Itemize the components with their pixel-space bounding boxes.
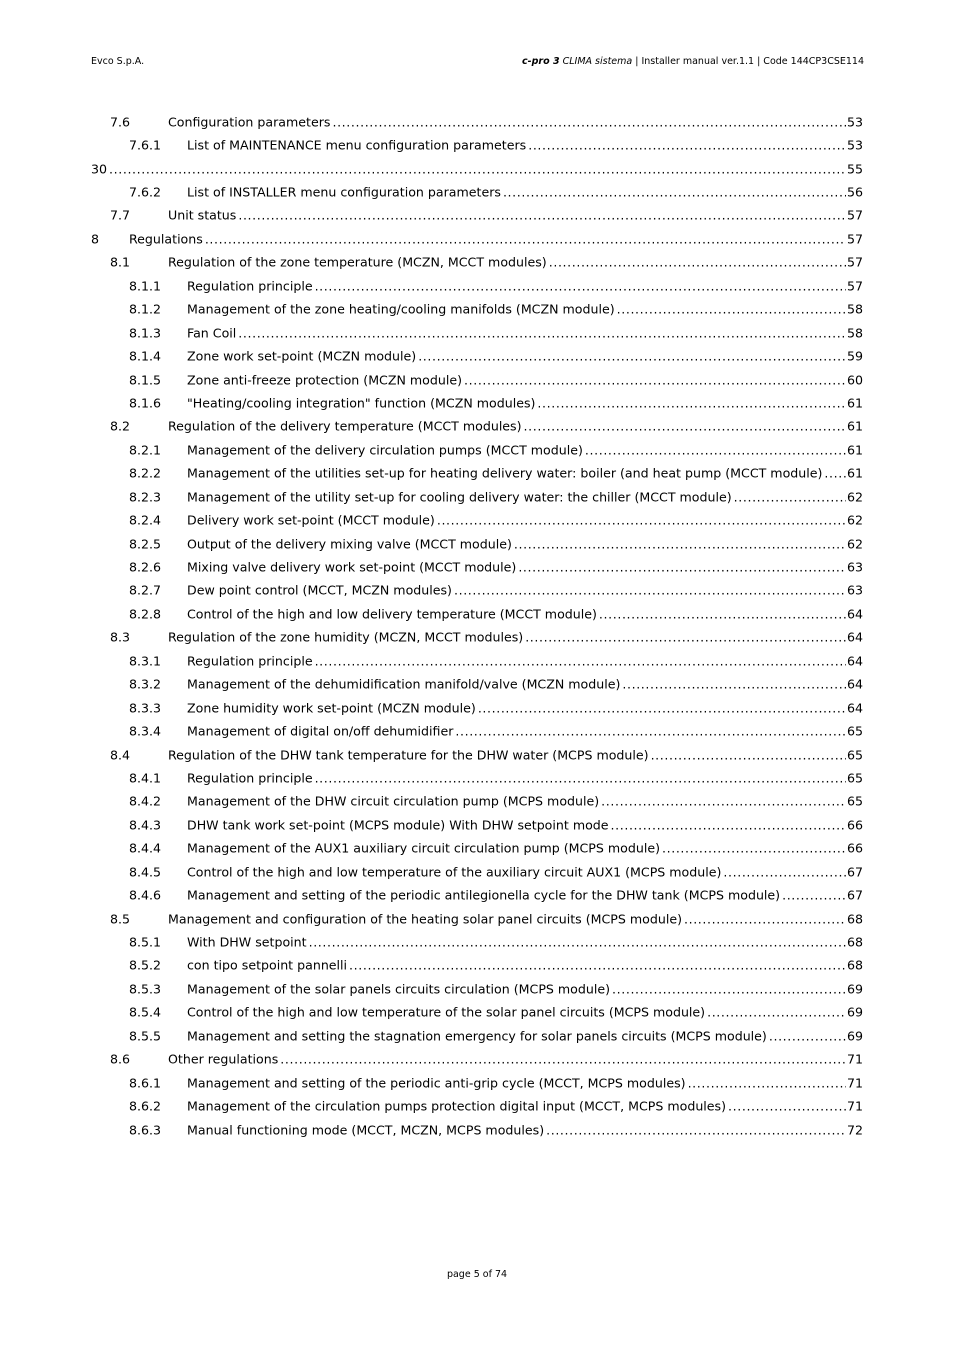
toc-entry-line (187, 349, 863, 364)
toc-entry-title: DHW tank work set-point (MCPS module) With DHW setpoint mode (187, 817, 609, 833)
toc-entry-title: List of MAINTENANCE menu configuration parameters (187, 137, 527, 153)
toc-entry-page: 71 (846, 1051, 863, 1067)
toc-leader-dots (280, 1052, 846, 1067)
toc-entry-line (187, 1075, 863, 1090)
page-header (91, 56, 864, 67)
toc-leader-dots (824, 466, 846, 481)
toc-entry-number: 8.6 (110, 1051, 131, 1067)
toc-leader-dots (549, 255, 846, 270)
toc-entry[interactable] (91, 133, 863, 156)
toc-entry-title: Other regulations (168, 1051, 279, 1067)
toc-leader-dots (537, 395, 846, 410)
manual-code: | Installer manual ver.1.1 | Code 144CP3CSE114 (632, 56, 864, 67)
toc-entry-number: 8.5.4 (129, 1004, 162, 1020)
toc-leader-dots (418, 349, 846, 364)
toc-entry-line (129, 231, 863, 246)
toc-entry-number: 8.1.6 (129, 395, 162, 411)
toc-entry-number: 8.1.2 (129, 301, 162, 317)
toc-entry[interactable] (91, 790, 863, 813)
toc-entry-number: 8.5.2 (129, 957, 162, 973)
toc-entry-page: 62 (846, 536, 863, 552)
toc-entry[interactable] (91, 626, 863, 649)
page-number: page 5 of 74 (446, 1269, 508, 1280)
toc-entry-line (187, 1028, 863, 1043)
toc-entry-line (187, 1122, 863, 1137)
toc-entry-title: 30 (91, 161, 108, 177)
toc-entry-line (168, 1052, 863, 1067)
toc-entry-page: 61 (846, 442, 863, 458)
toc-entry[interactable] (91, 766, 863, 789)
toc-leader-dots (622, 677, 846, 692)
toc-entry-line (187, 677, 863, 692)
toc-entry-line (187, 325, 863, 340)
toc-entry-number: 8.6.1 (129, 1075, 162, 1091)
toc-entry-number: 8.3.3 (129, 700, 162, 716)
toc-entry[interactable] (91, 930, 863, 953)
toc-entry-title: Management of the DHW circuit circulation pump (MCPS module) (187, 793, 600, 809)
toc-leader-dots (349, 958, 846, 973)
toc-entry[interactable] (91, 391, 863, 414)
toc-leader-dots (651, 747, 846, 762)
toc-entry-page: 68 (846, 911, 863, 927)
toc-leader-dots (525, 630, 846, 645)
toc-leader-dots (205, 231, 846, 246)
toc-entry[interactable] (91, 274, 863, 297)
toc-entry-number: 8.4.2 (129, 793, 162, 809)
toc-entry-number: 8.2.1 (129, 442, 162, 458)
toc-entry-title: Regulations (129, 231, 203, 247)
toc-entry[interactable] (91, 227, 863, 250)
toc-entry[interactable] (91, 462, 863, 485)
toc-entry-number: 8.3 (110, 629, 131, 645)
toc-entry-line (168, 114, 863, 129)
toc-entry-line (187, 278, 863, 293)
toc-entry-page: 57 (846, 278, 863, 294)
toc-leader-dots (546, 1122, 846, 1137)
toc-entry-page: 61 (846, 395, 863, 411)
toc-entry-title: Management of the AUX1 auxiliary circuit circulation pump (MCPS module) (187, 840, 661, 856)
toc-entry-title: Management of digital on/off dehumidifier (187, 723, 454, 739)
toc-entry-title: Zone anti-freeze protection (MCZN module) (187, 372, 463, 388)
toc-entry[interactable] (91, 251, 863, 274)
toc-entry[interactable] (91, 508, 863, 531)
toc-leader-dots (734, 489, 846, 504)
toc-entry[interactable] (91, 696, 863, 719)
toc-leader-dots (617, 302, 846, 317)
toc-leader-dots (728, 1099, 846, 1114)
toc-entry-title: Configuration parameters (168, 114, 331, 130)
toc-entry-number: 8.2.4 (129, 512, 162, 528)
toc-entry[interactable] (91, 1001, 863, 1024)
toc-leader-dots (769, 1028, 846, 1043)
toc-leader-dots (601, 794, 846, 809)
toc-entry-line (187, 302, 863, 317)
toc-leader-dots (599, 606, 846, 621)
toc-entry-page: 63 (846, 582, 863, 598)
toc-leader-dots (524, 419, 846, 434)
toc-entry-title: Management of the utility set-up for cooling delivery water: the chiller (MCCT module) (187, 489, 732, 505)
toc-entry[interactable] (91, 1094, 863, 1117)
toc-entry-title: Delivery work set-point (MCCT module) (187, 512, 435, 528)
toc-leader-dots (611, 817, 846, 832)
toc-entry-line (187, 958, 863, 973)
toc-entry[interactable] (91, 883, 863, 906)
toc-leader-dots (528, 138, 846, 153)
toc-leader-dots (612, 981, 846, 996)
toc-entry-number: 8.2.7 (129, 582, 162, 598)
toc-entry[interactable] (91, 204, 863, 227)
toc-entry-title: Regulation of the delivery temperature (MCCT modules) (168, 418, 522, 434)
toc-entry-page: 53 (846, 137, 863, 153)
toc-entry-line (187, 935, 863, 950)
toc-entry-number: 8.2.3 (129, 489, 162, 505)
toc-leader-dots (585, 442, 846, 457)
toc-entry-number: 8.6.2 (129, 1098, 162, 1114)
toc-entry-page: 64 (846, 653, 863, 669)
toc-entry-line (187, 724, 863, 739)
toc-entry-title: Regulation of the DHW tank temperature for the DHW water (MCPS module) (168, 747, 649, 763)
toc-entry-number: 8.4.1 (129, 770, 162, 786)
toc-entry-title: Management and configuration of the heating solar panel circuits (MCPS module) (168, 911, 682, 927)
toc-entry-title: Management and setting of the periodic antilegionella cycle for the DHW tank (MCPS module) (187, 887, 781, 903)
toc-leader-dots (455, 724, 846, 739)
toc-entry-title: Management of the utilities set-up for heating delivery water: boiler (and heat pump (MCCT module) (187, 465, 823, 481)
toc-entry-number: 8.1.1 (129, 278, 162, 294)
toc-entry-line (187, 489, 863, 504)
toc-entry-page: 69 (846, 1004, 863, 1020)
toc-entry-line (187, 606, 863, 621)
toc-entry-page: 66 (846, 817, 863, 833)
toc-leader-dots (688, 1075, 846, 1090)
toc-entry[interactable] (91, 344, 863, 367)
toc-entry-page: 68 (846, 957, 863, 973)
toc-entry-line (187, 841, 863, 856)
toc-leader-dots (238, 208, 846, 223)
toc-entry-line (187, 466, 863, 481)
toc-entry-page: 60 (846, 372, 863, 388)
toc-entry[interactable] (91, 532, 863, 555)
toc-entry[interactable] (91, 954, 863, 977)
toc-entry-line (187, 888, 863, 903)
toc-entry-number: 7.6.1 (129, 137, 162, 153)
toc-leader-dots (315, 278, 846, 293)
toc-entry-page: 57 (846, 254, 863, 270)
toc-entry-title: Management of the dehumidification manifold/valve (MCZN module) (187, 676, 621, 692)
toc-entry-line (187, 138, 863, 153)
toc-entry-number: 8.3.1 (129, 653, 162, 669)
toc-entry[interactable] (91, 298, 863, 321)
toc-entry-page: 64 (846, 629, 863, 645)
toc-entry[interactable] (91, 1071, 863, 1094)
toc-entry-line (187, 864, 863, 879)
toc-entry-number: 8.6.3 (129, 1122, 162, 1138)
document-reference (522, 56, 864, 67)
toc-entry[interactable] (91, 673, 863, 696)
toc-entry-line (91, 161, 863, 176)
toc-leader-dots (309, 935, 846, 950)
toc-entry-title: Output of the delivery mixing valve (MCCT module) (187, 536, 512, 552)
toc-leader-dots (723, 864, 846, 879)
toc-entry-title: Zone work set-point (MCZN module) (187, 348, 417, 364)
toc-entry-page: 66 (846, 840, 863, 856)
toc-entry-page: 61 (846, 465, 863, 481)
toc-leader-dots (518, 560, 846, 575)
toc-entry[interactable] (91, 649, 863, 672)
toc-entry-page: 59 (846, 348, 863, 364)
toc-entry[interactable] (91, 813, 863, 836)
toc-entry[interactable] (91, 743, 863, 766)
toc-entry-line (168, 747, 863, 762)
toc-entry-number: 8.4.6 (129, 887, 162, 903)
toc-entry-line (187, 794, 863, 809)
toc-leader-dots (707, 1005, 846, 1020)
toc-entry-line (187, 817, 863, 832)
toc-entry-number: 8.5.3 (129, 981, 162, 997)
toc-entry-number: 8.1.4 (129, 348, 162, 364)
toc-entry-number: 8.2 (110, 418, 131, 434)
toc-entry-title: List of INSTALLER menu configuration parameters (187, 184, 501, 200)
toc-entry-page: 67 (846, 887, 863, 903)
toc-entry-number: 7.6 (110, 114, 131, 130)
toc-entry-line (168, 419, 863, 434)
toc-leader-dots (478, 700, 846, 715)
toc-entry-title: Management of the zone heating/cooling manifolds (MCZN module) (187, 301, 615, 317)
toc-entry-title: Control of the high and low delivery temperature (MCCT module) (187, 606, 597, 622)
toc-entry-page: 69 (846, 1028, 863, 1044)
toc-entry-page: 65 (846, 723, 863, 739)
toc-entry-line (187, 372, 863, 387)
company-name: Evco S.p.A. (91, 56, 145, 67)
toc-entry[interactable] (91, 837, 863, 860)
toc-entry[interactable] (91, 157, 863, 180)
toc-leader-dots (454, 583, 846, 598)
toc-entry[interactable] (91, 977, 863, 1000)
toc-entry-title: Unit status (168, 207, 237, 223)
toc-entry-line (187, 653, 863, 668)
table-of-contents (91, 110, 863, 1141)
toc-entry-title: Management of the solar panels circuits circulation (MCPS module) (187, 981, 611, 997)
toc-entry[interactable] (91, 110, 863, 133)
toc-leader-dots (464, 372, 846, 387)
toc-entry-page: 65 (846, 747, 863, 763)
toc-leader-dots (315, 770, 846, 785)
toc-entry-page: 65 (846, 793, 863, 809)
toc-entry-title: Regulation of the zone humidity (MCZN, MCCT modules) (168, 629, 524, 645)
toc-entry-title: Management of the delivery circulation pumps (MCCT module) (187, 442, 583, 458)
toc-entry-number: 8.2.2 (129, 465, 162, 481)
toc-entry-title: con tipo setpoint pannelli (187, 957, 348, 973)
toc-entry-title: Regulation principle (187, 770, 313, 786)
toc-entry-line (168, 911, 863, 926)
toc-entry-title: Management and setting of the periodic anti-grip cycle (MCCT, MCPS modules) (187, 1075, 686, 1091)
toc-entry[interactable] (91, 1048, 863, 1071)
toc-entry-number: 8.1.5 (129, 372, 162, 388)
toc-entry-page: 58 (846, 325, 863, 341)
toc-leader-dots (662, 841, 846, 856)
toc-entry-title: Zone humidity work set-point (MCZN module) (187, 700, 476, 716)
toc-entry-number: 8.4.4 (129, 840, 162, 856)
toc-entry[interactable] (91, 438, 863, 461)
toc-entry-title: Management of the circulation pumps protection digital input (MCCT, MCPS modules) (187, 1098, 727, 1114)
toc-leader-dots (684, 911, 846, 926)
toc-entry-page: 71 (846, 1075, 863, 1091)
toc-entry[interactable] (91, 415, 863, 438)
toc-entry-number: 8.3.4 (129, 723, 162, 739)
toc-entry-line (168, 630, 863, 645)
toc-entry-page: 69 (846, 981, 863, 997)
toc-entry-title: Regulation principle (187, 278, 313, 294)
toc-entry[interactable] (91, 719, 863, 742)
toc-entry-title: Manual functioning mode (MCCT, MCZN, MCPS modules) (187, 1122, 545, 1138)
toc-entry-number: 8.2.5 (129, 536, 162, 552)
toc-entry-page: 63 (846, 559, 863, 575)
toc-entry-line (168, 255, 863, 270)
toc-entry-line (187, 770, 863, 785)
toc-entry-line (187, 513, 863, 528)
toc-entry-page: 64 (846, 606, 863, 622)
toc-leader-dots (332, 114, 846, 129)
toc-entry-number: 8.2.8 (129, 606, 162, 622)
toc-entry-title: Control of the high and low temperature of the solar panel circuits (MCPS module) (187, 1004, 706, 1020)
toc-entry-page: 65 (846, 770, 863, 786)
toc-entry-number: 8.3.2 (129, 676, 162, 692)
toc-entry-number: 8.5.5 (129, 1028, 162, 1044)
toc-entry-number: 8.4.3 (129, 817, 162, 833)
toc-entry-number: 8.2.6 (129, 559, 162, 575)
toc-entry-line (187, 395, 863, 410)
toc-entry-page: 56 (846, 184, 863, 200)
toc-leader-dots (514, 536, 846, 551)
toc-entry-line (187, 1005, 863, 1020)
toc-leader-dots (238, 325, 846, 340)
toc-entry-line (187, 583, 863, 598)
toc-leader-dots (109, 161, 846, 176)
toc-entry-number: 8.4 (110, 747, 131, 763)
toc-entry-page: 71 (846, 1098, 863, 1114)
toc-entry-number: 8.1.3 (129, 325, 162, 341)
toc-entry-number: 7.6.2 (129, 184, 162, 200)
toc-entry-title: Management and setting the stagnation emergency for solar panels circuits (MCPS module) (187, 1028, 767, 1044)
toc-leader-dots (437, 513, 846, 528)
toc-entry-number: 8 (91, 231, 100, 247)
toc-entry-line (187, 442, 863, 457)
toc-entry-page: 64 (846, 700, 863, 716)
toc-entry[interactable] (91, 485, 863, 508)
toc-entry-title: Regulation of the zone temperature (MCZN, MCCT modules) (168, 254, 547, 270)
toc-entry-title: With DHW setpoint (187, 934, 307, 950)
toc-leader-dots (315, 653, 846, 668)
toc-entry-title: Mixing valve delivery work set-point (MCCT module) (187, 559, 517, 575)
toc-entry-page: 61 (846, 418, 863, 434)
toc-entry-title: Dew point control (MCCT, MCZN modules) (187, 582, 452, 598)
toc-entry[interactable] (91, 860, 863, 883)
toc-entry[interactable] (91, 555, 863, 578)
toc-entry[interactable] (91, 907, 863, 930)
toc-entry-title: Control of the high and low temperature of the auxiliary circuit AUX1 (MCPS module) (187, 864, 722, 880)
toc-entry-line (187, 700, 863, 715)
toc-entry[interactable] (91, 180, 863, 203)
toc-entry[interactable] (91, 579, 863, 602)
toc-entry[interactable] (91, 321, 863, 344)
toc-entry-line (187, 536, 863, 551)
toc-entry-title: "Heating/cooling integration" function (MCZN modules) (187, 395, 536, 411)
toc-entry-page: 55 (846, 161, 863, 177)
toc-entry-page: 64 (846, 676, 863, 692)
toc-entry-line (187, 185, 863, 200)
toc-entry-page: 53 (846, 114, 863, 130)
toc-entry-line (168, 208, 863, 223)
product-name: c-pro 3 (522, 56, 560, 67)
toc-entry-number: 8.5 (110, 911, 131, 927)
toc-entry-number: 7.7 (110, 207, 131, 223)
toc-leader-dots (782, 888, 846, 903)
toc-leader-dots (503, 185, 846, 200)
toc-entry-line (187, 560, 863, 575)
toc-entry[interactable] (91, 1024, 863, 1047)
toc-entry-page: 57 (846, 231, 863, 247)
toc-entry-title: Regulation principle (187, 653, 313, 669)
toc-entry-line (187, 1099, 863, 1114)
toc-entry-page: 62 (846, 489, 863, 505)
product-subtitle: CLIMA sistema (562, 56, 633, 67)
toc-entry-title: Fan Coil (187, 325, 237, 341)
toc-entry-page: 67 (846, 864, 863, 880)
toc-entry-number: 8.4.5 (129, 864, 162, 880)
toc-entry-number: 8.5.1 (129, 934, 162, 950)
toc-entry-page: 68 (846, 934, 863, 950)
toc-entry[interactable] (91, 602, 863, 625)
toc-entry-number: 8.1 (110, 254, 131, 270)
toc-entry-page: 62 (846, 512, 863, 528)
toc-entry-page: 72 (846, 1122, 863, 1138)
toc-entry[interactable] (91, 1118, 863, 1141)
toc-entry-page: 58 (846, 301, 863, 317)
toc-entry-page: 57 (846, 207, 863, 223)
toc-entry[interactable] (91, 368, 863, 391)
toc-entry-line (187, 981, 863, 996)
